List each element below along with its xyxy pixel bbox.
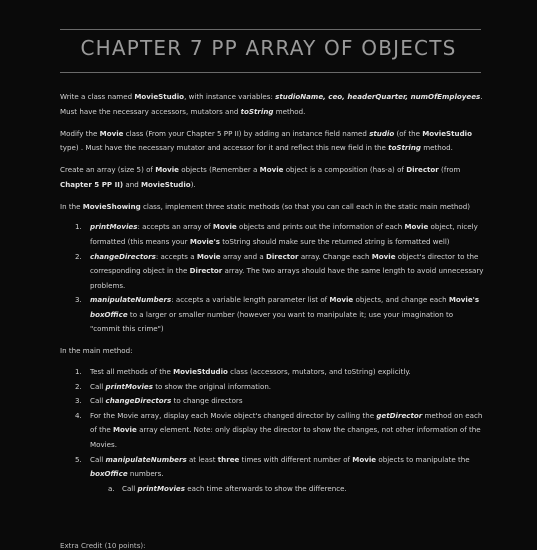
list-number: a. — [108, 483, 115, 493]
paragraph-moviestudio-class — [60, 90, 484, 119]
list-number: 3. — [75, 295, 82, 305]
text-run: object's director to the corresponding object in the — [90, 251, 479, 276]
text-run: class (From your Chapter 5 PP II) by adding an instance field named — [123, 128, 370, 138]
text-run: Call — [90, 454, 106, 464]
text-run: Movie's — [189, 236, 221, 246]
paragraph-main-method: In the main method: — [60, 346, 133, 356]
text-run: toString — [388, 143, 421, 153]
text-run: class, implement three static methods (so that you can call each in the static main method) — [140, 201, 471, 211]
list-item — [90, 482, 484, 497]
text-run: Movie — [212, 222, 237, 232]
text-run: Movie — [196, 251, 221, 261]
text-run: Movie — [259, 165, 284, 175]
text-run: ). — [190, 179, 196, 189]
text-run: printMovies — [105, 381, 153, 391]
list-item — [60, 409, 484, 453]
list-number: 3. — [75, 396, 82, 406]
text-run: method. — [421, 143, 453, 153]
title-top-rule — [60, 29, 481, 30]
list-number: 1. — [75, 367, 82, 377]
text-run: toString — [240, 106, 274, 116]
paragraph-create-array — [60, 163, 484, 192]
text-run: studio — [369, 128, 395, 138]
text-run: each time afterwards to show the difference. — [184, 483, 347, 493]
text-run: boxOffice — [90, 469, 128, 479]
list-item — [60, 365, 484, 380]
text-run: times with different number of — [239, 454, 353, 464]
list-item — [60, 250, 484, 294]
text-run: Movie's — [448, 295, 480, 305]
text-run: . Must have the necessary accessors, mutators and — [60, 92, 483, 116]
list-item — [60, 453, 484, 497]
list-number: 4. — [75, 410, 82, 420]
paragraph-modify-movie — [60, 127, 484, 156]
text-run: Movie — [155, 165, 179, 175]
text-run: Write a class named — [60, 92, 135, 101]
list-item — [60, 380, 484, 395]
text-run: Modify the — [60, 128, 100, 138]
text-run: array. Change each — [298, 251, 372, 261]
text-run: Movie — [113, 425, 137, 435]
text-run: Movie — [404, 222, 429, 232]
text-run: class (accessors, mutators, and toString) explicitly. — [227, 367, 411, 377]
text-run: MovieShowing — [82, 201, 141, 211]
list-number: 1. — [75, 222, 82, 232]
text-run: type) . Must have the necessary mutator and accessor for it and reflect this new field in the — [60, 143, 389, 153]
text-run: For the Movie array, display each Movie object's changed director by calling the — [90, 410, 377, 420]
text-run: : accepts a — [155, 251, 197, 261]
list-number: 2. — [75, 381, 82, 391]
text-run: manipulateNumbers — [90, 295, 172, 305]
text-run: Call — [90, 381, 106, 391]
text-run: to change directors — [171, 396, 243, 406]
text-run: , with instance variables: — [184, 92, 276, 101]
text-run: Director — [265, 251, 299, 261]
text-run: object, nicely formatted (this means your — [90, 222, 478, 246]
text-run: (of the — [394, 128, 423, 138]
text-run: to show the original information. — [152, 381, 272, 391]
text-run: Movie — [371, 251, 396, 261]
text-run: printMovies — [90, 222, 138, 232]
text-run: changeDirectors — [90, 251, 156, 261]
document-body — [60, 90, 484, 504]
list-item — [60, 293, 484, 337]
text-run: Create an array (size 5) of — [60, 165, 156, 175]
text-run: array. The two arrays should have the same length to avoid unnecessary problems. — [90, 266, 484, 290]
text-run: (from — [438, 165, 461, 175]
text-run: MovieStdudio — [173, 367, 228, 377]
page-title: CHAPTER 7 PP ARRAY OF OBJECTS — [80, 36, 457, 60]
text-run: three — [217, 454, 240, 464]
text-run: Test all methods of the — [90, 367, 174, 377]
text-run: objects (Remember a — [179, 165, 260, 175]
static-methods-list — [60, 220, 484, 337]
main-steps-list — [60, 365, 484, 496]
text-run: Director — [406, 165, 439, 175]
text-run: MovieStudio — [422, 128, 472, 138]
text-run: boxOffice — [90, 309, 128, 319]
text-run: objects, and change each — [353, 295, 449, 305]
text-run: manipulateNumbers — [105, 454, 187, 464]
sub-steps-list — [90, 482, 484, 497]
text-run: changeDirectors — [105, 396, 172, 406]
text-run: In the — [60, 201, 83, 211]
title-bottom-rule — [60, 72, 481, 73]
text-run: numbers. — [127, 469, 164, 479]
text-run: getDirector — [376, 410, 423, 420]
text-run: array and a — [220, 251, 266, 261]
text-run: studioName, ceo, headerQuarter, numOfEmployees — [275, 92, 481, 101]
text-run: method on each of the — [90, 410, 483, 435]
list-item — [60, 394, 484, 409]
text-run: and — [123, 179, 141, 189]
text-run: Movie — [99, 128, 124, 138]
list-number: 2. — [75, 251, 82, 261]
text-run: array element. Note: only display the director to show the changes, not other information of the Movies. — [90, 425, 481, 450]
text-run: Chapter 5 PP II) — [60, 179, 124, 189]
text-run: Director — [189, 266, 223, 276]
text-run: MovieStudio — [134, 92, 185, 101]
text-run: : accepts an array of — [137, 222, 213, 232]
text-run: printMovies — [137, 483, 185, 493]
text-run: object is a composition (has-a) of — [283, 165, 407, 175]
list-number: 5. — [75, 454, 82, 464]
text-run: at least — [186, 454, 218, 464]
text-run: Movie — [329, 295, 354, 305]
text-run: objects to manipulate the — [376, 454, 470, 464]
text-run: toString should make sure the returned string is formatted well) — [220, 236, 450, 246]
text-run: objects and prints out the information of each — [236, 222, 405, 232]
text-run: to a larger or smaller number (however you want to manipulate it; use your imagination to "commit this crime") — [90, 309, 454, 334]
text-run: method. — [273, 106, 306, 116]
text-run: Call — [122, 483, 138, 493]
text-run: Movie — [352, 454, 377, 464]
extra-credit-heading: Extra Credit (10 points): — [60, 541, 146, 550]
list-item — [60, 220, 484, 249]
paragraph-movieshowing — [60, 200, 484, 215]
text-run: Call — [90, 396, 106, 406]
text-run: MovieStudio — [140, 179, 191, 189]
text-run: : accepts a variable length parameter list of — [171, 295, 330, 305]
